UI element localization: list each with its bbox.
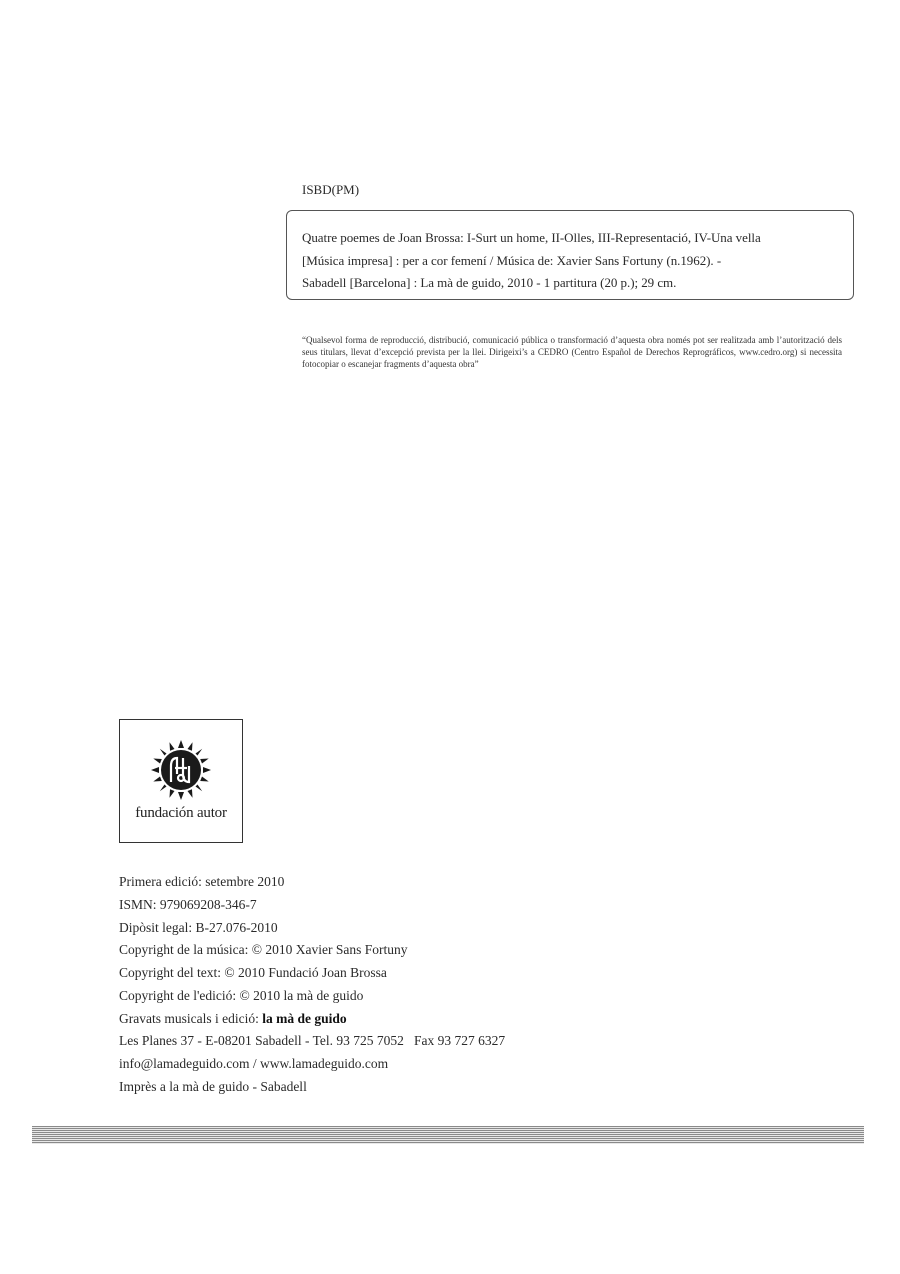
colophon — [119, 871, 505, 1099]
footer-rule — [32, 1126, 864, 1144]
address: Les Planes 37 - E-08201 Sabadell - Tel. 93 725 7052 Fax 93 727 6327 — [119, 1033, 506, 1049]
isbd-label: ISBD(PM) — [302, 182, 360, 197]
sun-seal-icon — [149, 738, 213, 802]
ismn: ISMN: 979069208-346-7 — [119, 896, 257, 912]
engraving-label: Gravats musicals i edició: — [119, 1010, 263, 1026]
edition-copyright: Copyright de l'edició: © 2010 la mà de guido — [119, 987, 364, 1003]
logo-text: fundación autor — [135, 805, 227, 821]
fundacion-autor-logo — [119, 719, 243, 843]
text-copyright: Copyright del text: © 2010 Fundació Joan Brossa — [119, 965, 387, 980]
music-copyright: Copyright de la música: © 2010 Xavier Sans Fortuny — [119, 942, 408, 958]
first-edition: Primera edició: setembre 2010 — [119, 874, 285, 889]
isbd-line: [Música impresa] : per a cor femení / Música de: Xavier Sans Fortuny (n.1962). - — [302, 252, 722, 268]
isbd-record-box — [286, 210, 854, 300]
engraving-publisher: la mà de guido — [262, 1010, 347, 1026]
web-contact: info@lamadeguido.com / www.lamadeguido.com — [119, 1056, 389, 1071]
engraving-line — [119, 1008, 505, 1031]
printed-line: Imprès a la mà de guido - Sabadell — [119, 1078, 307, 1094]
rights-notice: “Qualsevol forma de reproducció, distribució, comunicació pública o transformació d’aquesta obra només pot ser realitzada amb l’autorització dels seus titulars, llevat d’excepció prevista per la llei. Dirigeixi’s a CEDRO (Centro Español de Derechos Reprográficos, www.cedro.org) si necessita fotocopiar o escanejar fragments d’aquesta obra” — [302, 335, 842, 369]
isbd-line: Quatre poemes de Joan Brossa: I-Surt un home, II-Olles, III-Representació, IV-Una vella — [302, 230, 761, 245]
isbd-line: Sabadell [Barcelona] : La mà de guido, 2010 - 1 partitura (20 p.); 29 cm. — [302, 275, 677, 290]
legal-deposit: Dipòsit legal: B-27.076-2010 — [119, 919, 278, 935]
